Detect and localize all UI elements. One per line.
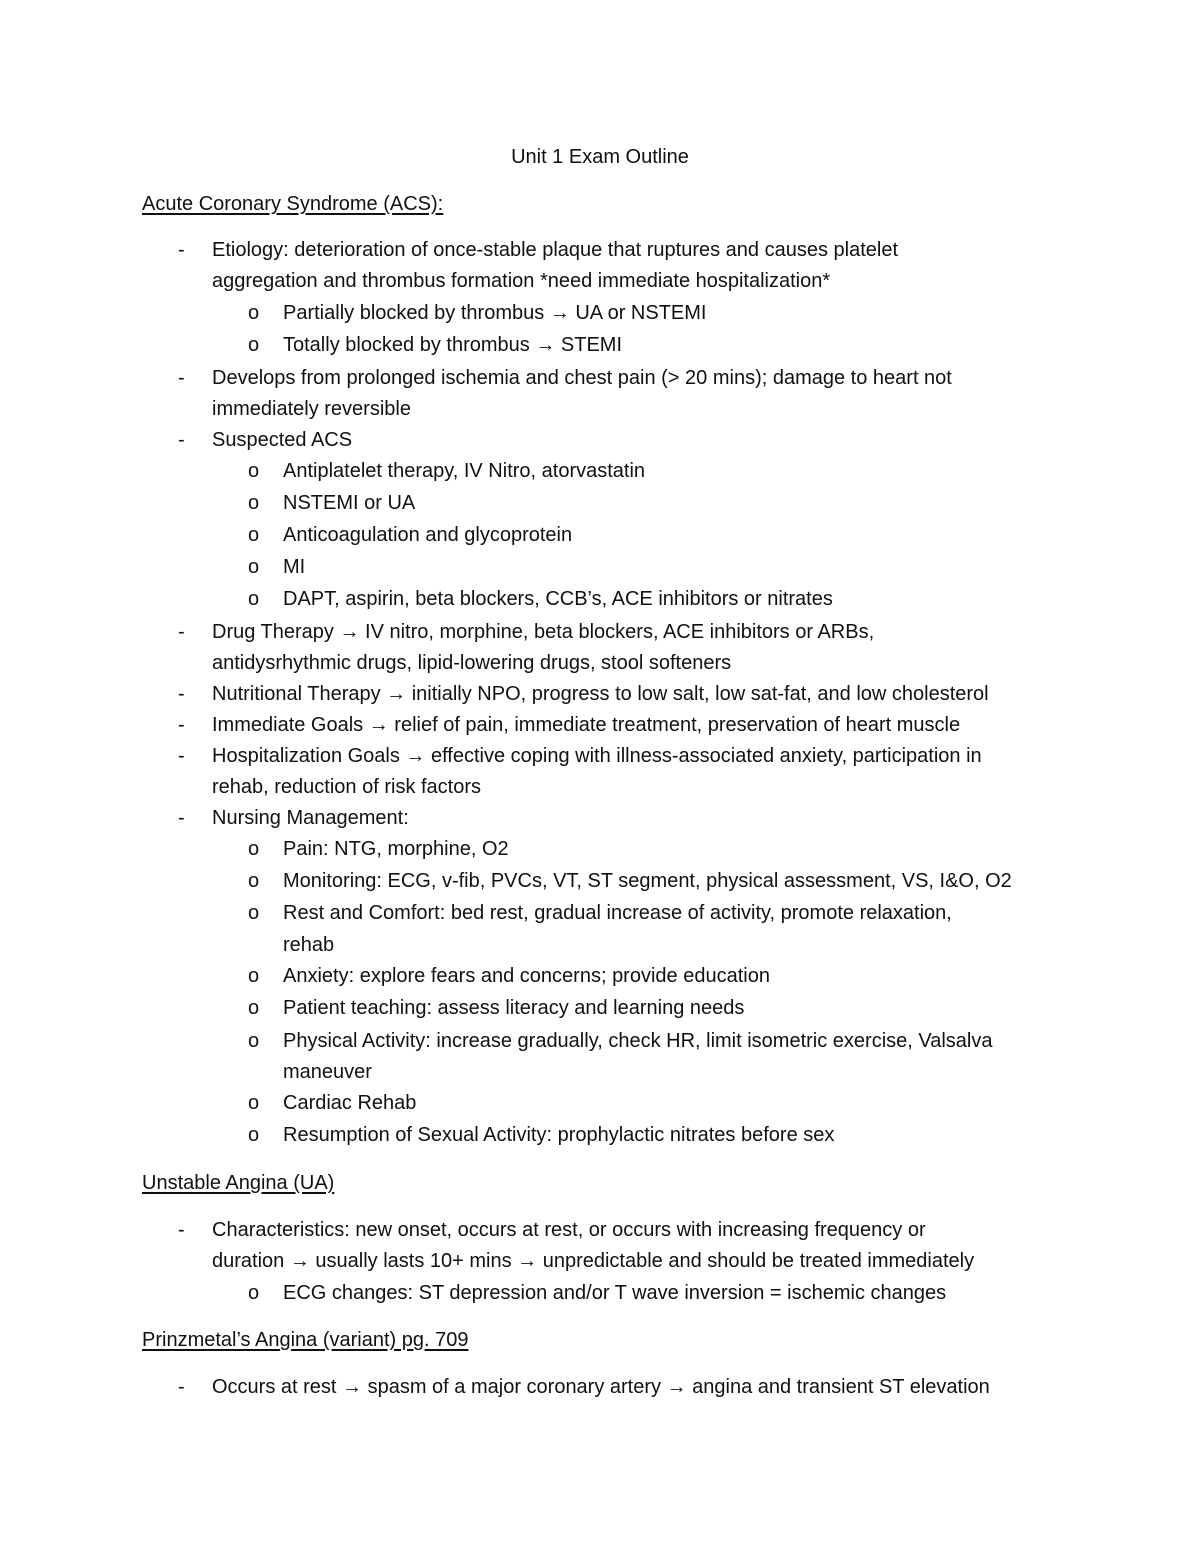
list-item: Nutritional Therapy → initially NPO, progress to low salt, low sat-fat, and low cholesterol	[212, 683, 989, 705]
dash-bullet: -	[178, 367, 185, 389]
circle-bullet: o	[248, 1124, 260, 1146]
list-item-continuation: duration → usually lasts 10+ mins → unpredictable and should be treated immediately	[212, 1250, 975, 1272]
list-item: Suspected ACS	[212, 429, 353, 451]
circle-bullet: o	[248, 492, 260, 514]
circle-bullet: o	[248, 302, 260, 324]
list-item: Nursing Management:	[212, 807, 409, 829]
section-heading-acs: Acute Coronary Syndrome (ACS):	[142, 193, 444, 215]
list-item: Immediate Goals → relief of pain, immediate treatment, preservation of heart muscle	[212, 714, 961, 736]
list-item-continuation: aggregation and thrombus formation *need immediate hospitalization*	[212, 270, 831, 292]
sub-list-item-continuation: rehab	[283, 934, 335, 956]
circle-bullet: o	[248, 334, 260, 356]
dash-bullet: -	[178, 1219, 185, 1241]
list-item-continuation: immediately reversible	[212, 398, 411, 420]
dash-bullet: -	[178, 239, 185, 261]
circle-bullet: o	[248, 965, 260, 987]
circle-bullet: o	[248, 1030, 260, 1052]
dash-bullet: -	[178, 621, 185, 643]
sub-list-item: NSTEMI or UA	[283, 492, 416, 514]
sub-list-item: Rest and Comfort: bed rest, gradual increase of activity, promote relaxation,	[283, 902, 952, 924]
page-title: Unit 1 Exam Outline	[511, 146, 689, 168]
circle-bullet: o	[248, 870, 260, 892]
dash-bullet: -	[178, 1376, 185, 1398]
list-item: Develops from prolonged ischemia and chest pain (> 20 mins); damage to heart not	[212, 367, 952, 389]
sub-list-item: ECG changes: ST depression and/or T wave inversion = ischemic changes	[283, 1282, 947, 1304]
list-item-continuation: antidysrhythmic drugs, lipid-lowering drugs, stool softeners	[212, 652, 732, 674]
sub-list-item: Monitoring: ECG, v-fib, PVCs, VT, ST segment, physical assessment, VS, I&O, O2	[283, 870, 1012, 892]
sub-list-item: DAPT, aspirin, beta blockers, CCB’s, ACE inhibitors or nitrates	[283, 588, 833, 610]
sub-list-item: Patient teaching: assess literacy and learning needs	[283, 997, 745, 1019]
circle-bullet: o	[248, 524, 260, 546]
circle-bullet: o	[248, 460, 260, 482]
sub-list-item: Anticoagulation and glycoprotein	[283, 524, 573, 546]
sub-list-item: Pain: NTG, morphine, O2	[283, 838, 509, 860]
dash-bullet: -	[178, 807, 185, 829]
section-heading-prinzmetal: Prinzmetal’s Angina (variant) pg. 709	[142, 1329, 469, 1351]
circle-bullet: o	[248, 997, 260, 1019]
dash-bullet: -	[178, 745, 185, 767]
list-item: Occurs at rest → spasm of a major coronary artery → angina and transient ST elevation	[212, 1376, 990, 1398]
sub-list-item: MI	[283, 556, 306, 578]
circle-bullet: o	[248, 1282, 260, 1304]
dash-bullet: -	[178, 429, 185, 451]
circle-bullet: o	[248, 588, 260, 610]
list-item: Hospitalization Goals → effective coping with illness-associated anxiety, participation in	[212, 745, 982, 767]
sub-list-item: Cardiac Rehab	[283, 1092, 417, 1114]
circle-bullet: o	[248, 902, 260, 924]
sub-list-item: Partially blocked by thrombus → UA or NSTEMI	[283, 302, 707, 324]
dash-bullet: -	[178, 683, 185, 705]
sub-list-item: Totally blocked by thrombus → STEMI	[283, 334, 623, 356]
circle-bullet: o	[248, 838, 260, 860]
dash-bullet: -	[178, 714, 185, 736]
sub-list-item: Resumption of Sexual Activity: prophylactic nitrates before sex	[283, 1124, 835, 1146]
sub-list-item: Anxiety: explore fears and concerns; provide education	[283, 965, 770, 987]
sub-list-item: Physical Activity: increase gradually, check HR, limit isometric exercise, Valsalva	[283, 1030, 993, 1052]
sub-list-item-continuation: maneuver	[283, 1061, 372, 1083]
list-item: Drug Therapy → IV nitro, morphine, beta blockers, ACE inhibitors or ARBs,	[212, 621, 875, 643]
circle-bullet: o	[248, 1092, 260, 1114]
list-item: Characteristics: new onset, occurs at rest, or occurs with increasing frequency or	[212, 1219, 926, 1241]
section-heading-ua: Unstable Angina (UA)	[142, 1172, 335, 1194]
list-item: Etiology: deterioration of once-stable plaque that ruptures and causes platelet	[212, 239, 898, 261]
sub-list-item: Antiplatelet therapy, IV Nitro, atorvastatin	[283, 460, 646, 482]
list-item-continuation: rehab, reduction of risk factors	[212, 776, 482, 798]
circle-bullet: o	[248, 556, 260, 578]
